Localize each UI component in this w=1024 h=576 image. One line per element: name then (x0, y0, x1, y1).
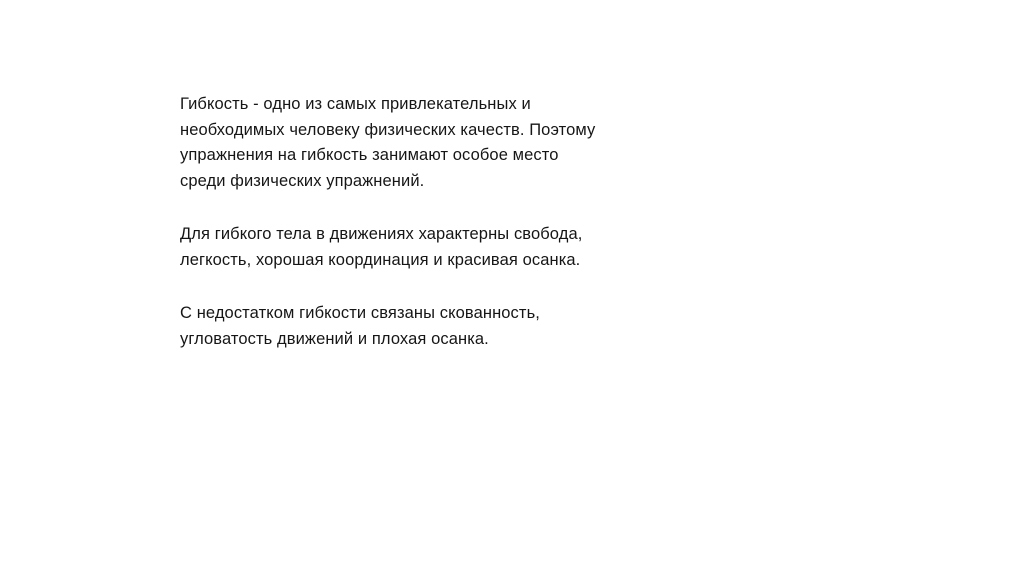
paragraph-1: Гибкость - одно из самых привлекательных и необходимых человеку физических качеств. Поэтому упражнения на гибкость занимают особое место среди физических упражнений. (180, 95, 596, 190)
paragraph-2: Для гибкого тела в движениях характерны свобода, легкость, хорошая координация и красивая осанка. (180, 225, 583, 269)
paragraph-3: С недостатком гибкости связаны скованность, угловатость движений и плохая осанка. (180, 304, 540, 348)
slide-text-block (180, 92, 600, 353)
